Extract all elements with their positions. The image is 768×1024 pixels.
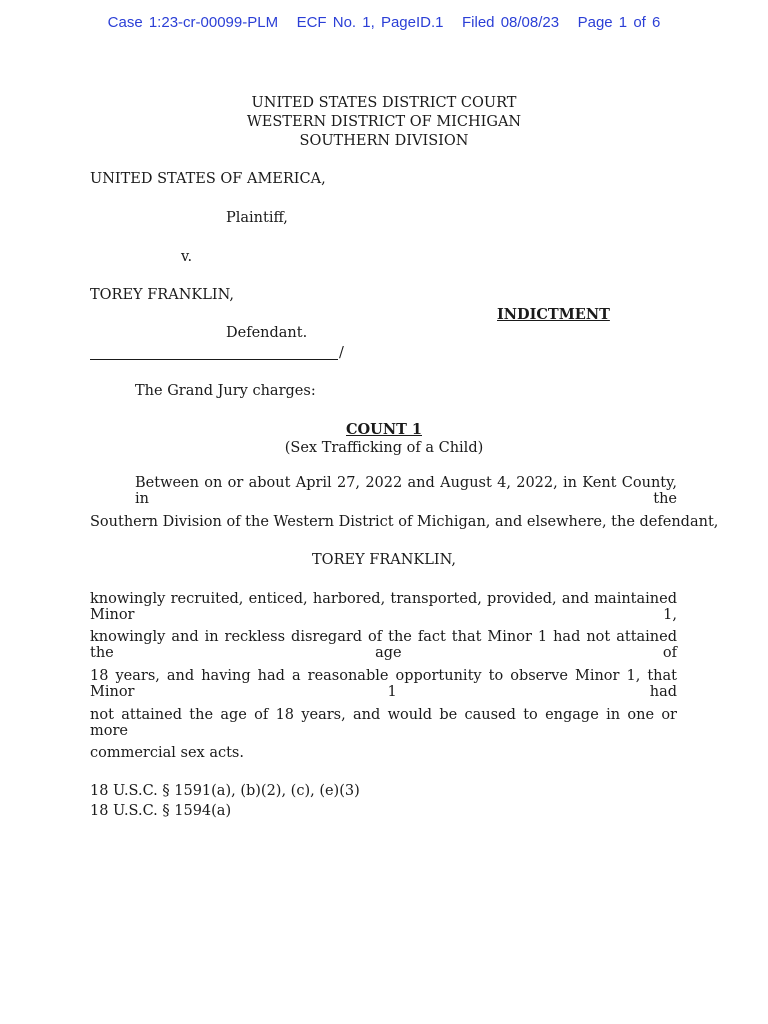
count-subtitle: (Sex Trafficking of a Child): [284, 440, 484, 456]
court-name: UNITED STATES DISTRICT COURT: [251, 95, 517, 111]
paragraph-line: Between on or about April 27, 2022 and August 4, 2022, in Kent County, in the: [135, 475, 677, 507]
paragraph-line: commercial sex acts.: [90, 745, 244, 761]
defendant-name: TOREY FRANKLIN,: [90, 287, 234, 303]
versus: v.: [181, 249, 193, 265]
defendant-name-centered: TOREY FRANKLIN,: [312, 552, 456, 568]
ecf-number: ECF No. 1,: [296, 14, 375, 31]
paragraph-line: knowingly and in reckless disregard of the fact that Minor 1 had not attained the age of: [90, 629, 677, 661]
statute-citation: 18 U.S.C. § 1591(a), (b)(2), (c), (e)(3): [90, 783, 360, 799]
page-number: Page 1 of 6: [577, 14, 661, 31]
filed-date: Filed 08/08/23: [462, 14, 560, 31]
plaintiff-name: UNITED STATES OF AMERICA,: [90, 171, 326, 187]
paragraph-line: 18 years, and having had a reasonable opportunity to observe Minor 1, that Minor 1 had: [90, 668, 677, 700]
district-name: WESTERN DISTRICT OF MICHIGAN: [246, 114, 522, 130]
document-title: INDICTMENT: [497, 306, 610, 323]
plaintiff-role: Plaintiff,: [226, 210, 288, 226]
paragraph-line: knowingly recruited, enticed, harbored, transported, provided, and maintained Minor 1,: [90, 591, 677, 623]
paragraph-line: Southern Division of the Western District of Michigan, and elsewhere, the defendant,: [90, 514, 719, 530]
paragraph-line: not attained the age of 18 years, and would be caused to engage in one or more: [90, 707, 677, 739]
count-title: COUNT 1: [346, 421, 422, 438]
case-number: Case 1:23-cr-00099-PLM: [107, 14, 279, 31]
page-id: PageID.1: [380, 14, 444, 31]
division-name: SOUTHERN DIVISION: [299, 133, 469, 149]
ecf-header: [0, 14, 768, 31]
grand-jury-intro: The Grand Jury charges:: [135, 383, 316, 399]
statute-citation: 18 U.S.C. § 1594(a): [90, 803, 232, 819]
caption-slash: /: [339, 345, 344, 361]
caption-divider: [90, 359, 338, 360]
defendant-role: Defendant.: [226, 325, 308, 341]
